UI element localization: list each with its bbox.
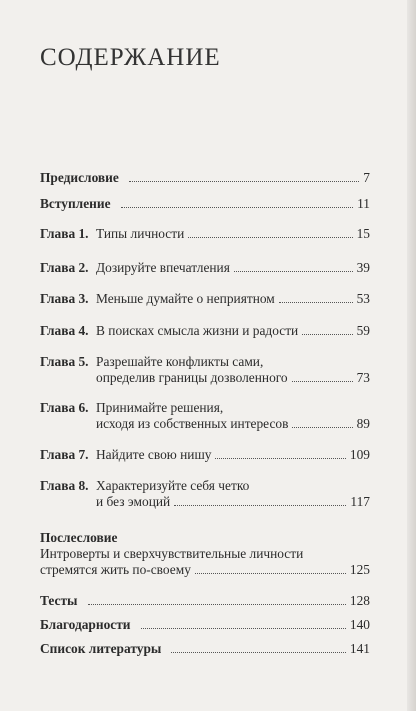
toc-entry-label: Послесловие [40,530,118,545]
chapter-title: Типы личности [96,226,185,241]
chapter-title-line: Характеризуйте себя четко [96,478,250,493]
chapter-title: Найдите свою нишу [96,447,212,462]
toc-entry-chapter-1[interactable] [40,226,370,242]
toc-entry-label: Благодарности [40,617,131,632]
dot-leader [141,627,346,629]
dot-leader [302,333,352,335]
chapter-title: Дозируйте впечатления [96,260,230,275]
book-spine-edge [407,0,416,711]
dot-leader [188,236,352,238]
chapter-title: Меньше думайте о неприятном [96,291,275,306]
page-number: 39 [356,260,370,275]
chapter-number: Глава 8. [40,478,89,493]
toc-entry-bibliography[interactable] [40,641,370,657]
dot-leader [88,603,346,605]
chapter-title-line: исходя из собственных интересов [96,416,289,431]
page-number: 89 [356,416,370,431]
chapter-title-line: определив границы дозволенного [96,370,288,385]
dot-leader [234,270,353,272]
toc-entry-chapter-4[interactable] [40,323,370,339]
afterword-title-line: Интроверты и сверхчувствительные личности [40,546,304,561]
toc-entry-chapter-3[interactable] [40,291,370,307]
toc-entry-label: Тесты [40,593,78,608]
page-number: 53 [356,291,370,306]
chapter-number: Глава 6. [40,400,89,415]
page-number: 141 [349,641,370,656]
toc-entry-chapter-2[interactable] [40,260,370,276]
toc-entry-afterword[interactable] [40,530,370,578]
dot-leader [171,651,346,653]
dot-leader [292,380,353,382]
dot-leader [174,504,346,506]
toc-entry-label: Предисловие [40,170,119,185]
chapter-number: Глава 3. [40,291,89,306]
toc-entry-tests[interactable] [40,593,370,609]
page-number: 125 [349,562,370,577]
chapter-number: Глава 4. [40,323,89,338]
dot-leader [215,457,345,459]
dot-leader [292,426,352,428]
toc-entry-label: Вступление [40,196,111,211]
page-number: 73 [356,370,370,385]
toc-entry-chapter-6[interactable] [40,400,370,432]
page-number: 59 [356,323,370,338]
dot-leader [279,301,353,303]
page-number: 11 [357,196,370,211]
chapter-number: Глава 1. [40,226,89,241]
dot-leader [195,572,346,574]
chapter-title-line: Разрешайте конфликты сами, [96,354,264,369]
chapter-number: Глава 2. [40,260,89,275]
chapter-title-line: и без эмоций [96,494,171,509]
toc-entry-chapter-7[interactable] [40,447,370,463]
page-number: 7 [363,170,370,185]
chapter-title: В поисках смысла жизни и радости [96,323,299,338]
afterword-title-line: стремятся жить по-своему [40,562,191,577]
toc-entry-label: Список литературы [40,641,162,656]
chapter-number: Глава 7. [40,447,89,462]
toc-entry-preface[interactable] [40,170,370,186]
toc-entry-acknowledgements[interactable] [40,617,370,633]
chapter-number: Глава 5. [40,354,89,369]
dot-leader [129,180,359,182]
page-number: 15 [356,226,370,241]
toc-entry-chapter-5[interactable] [40,354,370,386]
toc-entry-introduction[interactable] [40,196,370,212]
page-number: 109 [349,447,370,462]
page-number: 117 [350,494,370,509]
dot-leader [121,206,354,208]
page-title: СОДЕРЖАНИЕ [40,44,221,71]
chapter-title-line: Принимайте решения, [96,400,224,415]
page-number: 128 [349,593,370,608]
toc-entry-chapter-8[interactable] [40,478,370,510]
page-number: 140 [349,617,370,632]
